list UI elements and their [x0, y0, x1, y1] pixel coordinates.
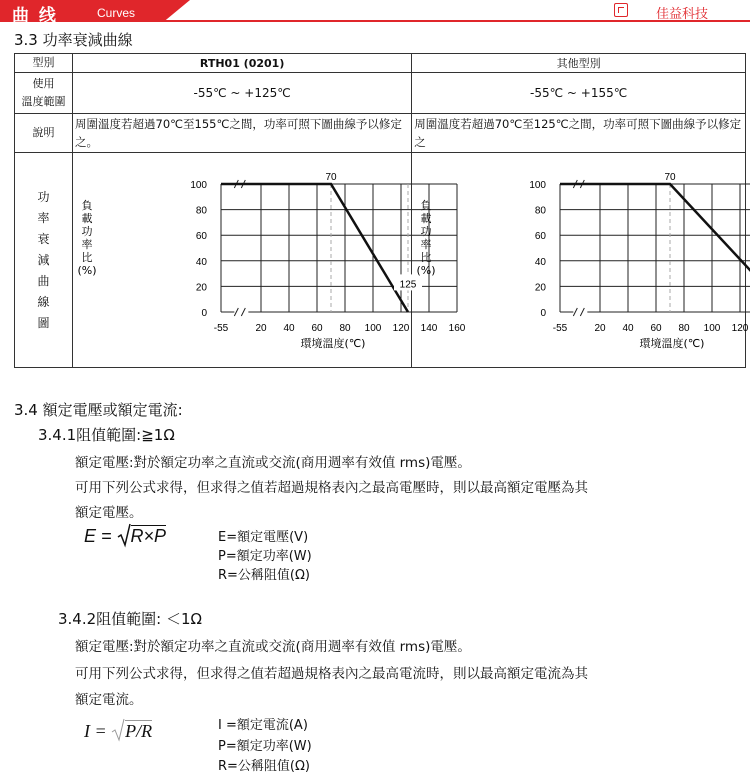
current-formula-rhs: P/R — [125, 721, 153, 741]
y-axis-label-char: 負 — [81, 199, 93, 212]
curve-label-char: 率 — [37, 210, 50, 225]
table-row-desc — [15, 114, 746, 153]
current-legend-i: I =額定電流(A) — [218, 718, 308, 733]
chart-cell-other — [412, 153, 749, 368]
x-tick-label: 140 — [420, 323, 438, 334]
s1-paragraph-1: 額定電壓:對於額定功率之直流或交流(商用週率有效值 rms)電壓。 — [75, 455, 471, 471]
table-row-temp — [15, 73, 746, 114]
y-axis-label-char: 載 — [81, 212, 93, 225]
temp-range-rth01: -55℃ ~ +125℃ — [73, 73, 412, 114]
curve-label-char: 圖 — [37, 315, 50, 330]
desc-other: 周圍溫度若超過70℃至125℃之間，功率可照下圖曲線予以修定之 — [412, 114, 746, 153]
y-axis-label-char: 比 — [420, 251, 432, 264]
voltage-formula-lhs: E = — [84, 526, 117, 546]
derating-curve — [221, 184, 408, 312]
banner-underline — [0, 20, 750, 22]
x-tick-label: 40 — [622, 323, 634, 334]
curve-label-char: 減 — [37, 252, 50, 267]
s2-paragraph-2: 可用下列公式求得，但求得之值若超過規格表內之最高電流時，則以最高額定電流為其 — [75, 666, 588, 682]
y-tick-label: 100 — [529, 180, 547, 191]
curve-label-char: 曲 — [37, 273, 50, 288]
derating-chart-rth01 — [73, 153, 466, 367]
x-tick-label: 20 — [594, 323, 606, 334]
x-tick-label: 20 — [255, 323, 267, 334]
curve-label — [15, 153, 73, 368]
current-legend-p: P=額定功率(W) — [218, 739, 312, 754]
x-tick-label: 120 — [731, 323, 749, 334]
curve-label-chars — [15, 187, 72, 334]
x-tick-label: 40 — [283, 323, 295, 334]
y-axis-label-char: (%) — [77, 264, 97, 277]
header-banner — [0, 0, 750, 26]
banner-subtitle: Curves — [97, 6, 136, 20]
col-type-header: 型別 — [15, 54, 73, 73]
col-other-header: 其他型別 — [412, 54, 746, 73]
y-axis-label-char: 比 — [81, 251, 93, 264]
annotation-70: 70 — [325, 172, 337, 183]
x-axis-label: 環境溫度(℃) — [639, 337, 705, 350]
desc-label: 說明 — [15, 114, 73, 153]
y-tick-label: 0 — [540, 308, 547, 319]
y-axis-label-char: 功 — [420, 225, 432, 238]
y-tick-label: 20 — [535, 282, 547, 294]
voltage-formula-rhs: R×P — [130, 526, 167, 546]
x-tick-label: 120 — [392, 323, 410, 334]
voltage-formula — [84, 523, 166, 547]
current-formula — [84, 718, 152, 742]
chart-cell-rth01 — [73, 153, 466, 368]
s1-paragraph-3: 額定電壓。 — [75, 505, 143, 521]
y-axis-label-char: 負 — [420, 199, 432, 212]
temp-label-line2: 溫度範圍 — [21, 95, 66, 108]
table-header-row — [15, 54, 746, 73]
s2-paragraph-1: 額定電壓:對於額定功率之直流或交流(商用週率有效值 rms)電壓。 — [75, 639, 471, 655]
temp-label-line1: 使用 — [32, 77, 55, 90]
x-tick-label: -55 — [553, 323, 568, 334]
y-axis-label-char: 率 — [81, 238, 93, 251]
y-tick-label: 60 — [195, 231, 207, 243]
sqrt-icon — [117, 523, 131, 547]
company-logo-text: 佳益科技 — [655, 7, 708, 22]
s1-paragraph-2: 可用下列公式求得，但求得之值若超過規格表內之最高電壓時，則以最高額定電壓為其 — [75, 480, 588, 496]
y-tick-label: 20 — [195, 282, 207, 294]
current-formula-lhs: I = — [84, 721, 112, 741]
voltage-legend-e: E=額定電壓(V) — [218, 530, 309, 545]
y-tick-label: 40 — [195, 256, 207, 268]
sqrt-icon — [111, 718, 125, 742]
x-tick-label: 80 — [339, 323, 351, 334]
y-axis-label-char: 功 — [81, 225, 93, 238]
banner-title: 曲 线 — [12, 6, 58, 26]
curve-label-char: 線 — [37, 294, 50, 309]
y-axis-label-char: 載 — [420, 212, 432, 225]
x-tick-label: 60 — [650, 323, 662, 334]
section-3-3-title: 3.3 功率衰減曲線 — [14, 31, 133, 49]
table-row-curve — [15, 153, 746, 368]
section-3-4-title: 3.4 額定電壓或額定電流: — [14, 401, 183, 419]
temp-range-other: -55℃ ~ +155℃ — [412, 73, 746, 114]
y-tick-label: 0 — [201, 308, 207, 319]
y-tick-label: 100 — [190, 180, 207, 191]
y-tick-label: 80 — [195, 205, 207, 217]
col-rth01-header: RTH01 (0201) — [73, 54, 412, 73]
x-tick-label: 100 — [364, 323, 382, 334]
x-tick-label: 60 — [311, 323, 323, 334]
x-tick-label: 100 — [703, 323, 721, 334]
y-tick-label: 80 — [535, 205, 547, 217]
y-axis-label-char: (%) — [416, 264, 436, 277]
derating-table — [14, 53, 749, 368]
voltage-legend-r: R=公稱阻值(Ω) — [218, 568, 311, 583]
temp-range-label — [15, 73, 73, 114]
derating-chart-other — [412, 153, 749, 367]
derating-curve — [560, 184, 750, 312]
current-legend-r: R=公稱阻值(Ω) — [218, 759, 311, 774]
annotation-70: 70 — [664, 172, 676, 183]
annotation-end: 125 — [399, 279, 417, 291]
y-tick-label: 60 — [535, 231, 547, 243]
section-3-4-2-title: 3.4.2阻值範圍: ＜1Ω — [58, 610, 202, 628]
company-logo-icon — [614, 3, 628, 17]
voltage-legend-p: P=額定功率(W) — [218, 549, 312, 564]
curve-label-char: 功 — [37, 189, 50, 204]
s2-paragraph-3: 額定電流。 — [75, 692, 143, 708]
x-tick-label: 160 — [448, 323, 466, 334]
desc-rth01: 周圍溫度若超過70℃至155℃之間，功率可照下圖曲線予以修定之。 — [73, 114, 412, 153]
y-tick-label: 40 — [535, 256, 547, 268]
section-3-4-1-title: 3.4.1阻值範圍:≧1Ω — [38, 426, 175, 444]
x-tick-label: -55 — [213, 323, 229, 334]
x-axis-label: 環境溫度(℃) — [300, 337, 366, 350]
curve-label-char: 衰 — [37, 231, 50, 246]
y-axis-label-char: 率 — [420, 238, 432, 251]
x-tick-label: 80 — [678, 323, 690, 334]
